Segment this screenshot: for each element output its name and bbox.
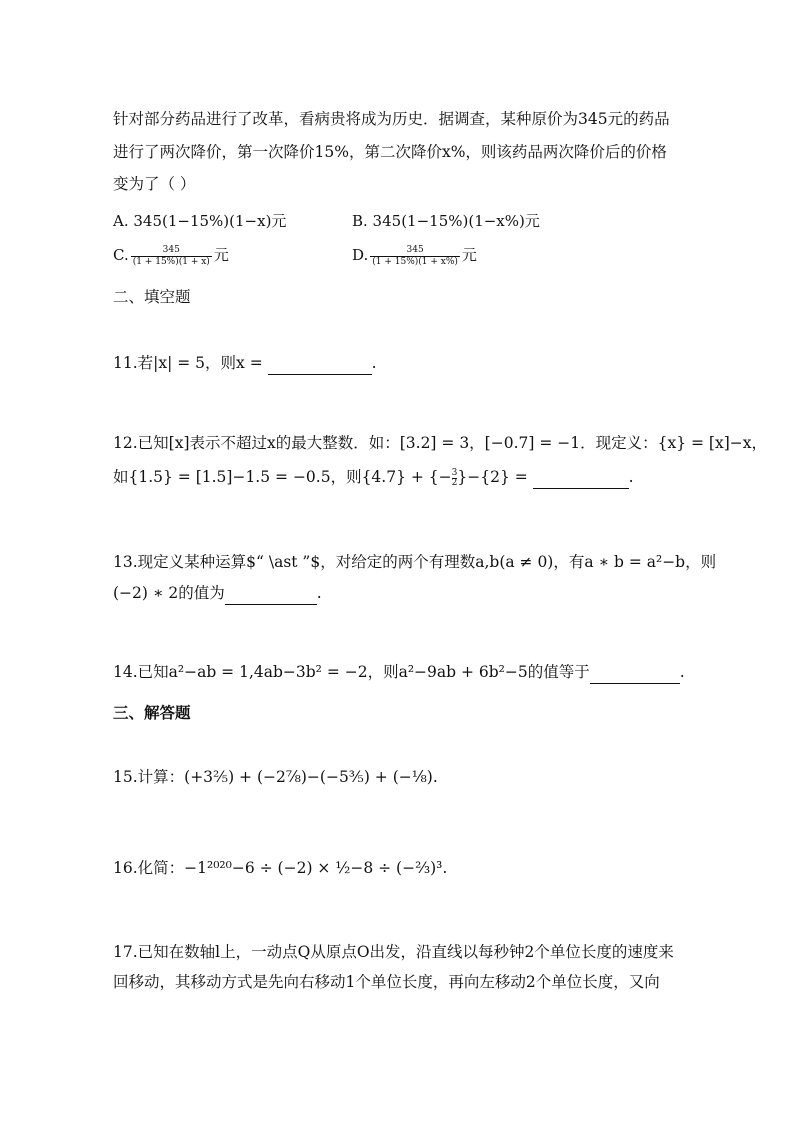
q11-end: . bbox=[371, 354, 377, 372]
q11-answer-blank[interactable] bbox=[268, 358, 372, 375]
choice-d bbox=[352, 244, 477, 268]
q12-end: . bbox=[628, 468, 634, 486]
q14 bbox=[113, 660, 685, 684]
q15: 15.计算：(+3⅖) + (−2⅞)−(−5⅗) + (−⅛). bbox=[113, 768, 438, 786]
q13-end: . bbox=[316, 584, 322, 602]
q17-line-1: 17.已知在数轴l上，一动点Q从原点O出发，沿直线以每秒钟2个单位长度的速度来 bbox=[113, 943, 674, 961]
choice-d-label: D. bbox=[352, 246, 369, 264]
q12-line-2 bbox=[113, 465, 634, 489]
q14-end: . bbox=[679, 663, 685, 681]
q13-answer-blank[interactable] bbox=[225, 588, 317, 605]
q17-line-2: 回移动，其移动方式是先向右移动1个单位长度，再向左移动2个单位长度，又向 bbox=[113, 973, 660, 991]
q10-line-2: 进行了两次降价，第一次降价15%，第二次降价x%，则该药品两次降价后的价格 bbox=[113, 143, 667, 161]
q12-text-b: }−{2} = bbox=[457, 468, 533, 486]
choice-c-fraction bbox=[131, 245, 212, 268]
q12-text-a: 如{1.5} = [1.5]−1.5 = −0.5，则{4.7} + {− bbox=[113, 468, 452, 486]
choice-b: B. 345(1−15%)(1−x%)元 bbox=[352, 212, 540, 230]
q13-text: (−2) ∗ 2的值为 bbox=[113, 584, 225, 602]
q12-frac-den: 2 bbox=[451, 477, 458, 488]
q14-text: 14.已知a²−ab = 1,4ab−3b² = −2，则a²−9ab + 6b²−5的值等于 bbox=[113, 663, 590, 681]
q11 bbox=[113, 351, 377, 375]
q12-line-1: 12.已知[x]表示不超过x的最大整数．如：[3.2] = 3，[−0.7] = −1．现定义：{x} = [x]−x， bbox=[113, 434, 767, 452]
section-2-heading: 二、填空题 bbox=[113, 288, 191, 306]
q12-frac-num: 3 bbox=[451, 467, 458, 478]
choice-d-fraction bbox=[370, 245, 460, 268]
q16: 16.化简：−1²⁰²⁰−6 ÷ (−2) × ½−8 ÷ (−⅔)³. bbox=[113, 859, 448, 877]
choice-c-unit: 元 bbox=[213, 246, 229, 264]
choice-c-denominator: (1 + 15%)(1 + x) bbox=[132, 256, 210, 267]
q10-line-1: 针对部分药品进行了改革，看病贵将成为历史．据调查，某种原价为345元的药品 bbox=[113, 110, 670, 128]
q12-answer-blank[interactable] bbox=[533, 472, 629, 489]
choice-c-label: C. bbox=[113, 246, 129, 264]
choice-a: A. 345(1−15%)(1−x)元 bbox=[113, 212, 287, 230]
q13-line-1: 13.现定义某种运算$“ \ast ”$，对给定的两个有理数a,b(a ≠ 0)，有a ∗ b = a²−b，则 bbox=[113, 553, 717, 571]
choice-c bbox=[113, 244, 229, 268]
q13-line-2 bbox=[113, 581, 322, 605]
section-3-heading: 三、解答题 bbox=[113, 703, 191, 722]
choice-d-unit: 元 bbox=[461, 246, 477, 264]
q14-answer-blank[interactable] bbox=[590, 667, 680, 684]
choice-c-numerator: 345 bbox=[162, 244, 180, 255]
q11-text: 11.若|x| = 5，则x = bbox=[113, 354, 268, 372]
q10-line-3: 变为了（ ） bbox=[113, 175, 196, 193]
choice-d-denominator: (1 + 15%)(1 + x%) bbox=[372, 256, 458, 267]
choice-d-numerator: 345 bbox=[406, 244, 424, 255]
